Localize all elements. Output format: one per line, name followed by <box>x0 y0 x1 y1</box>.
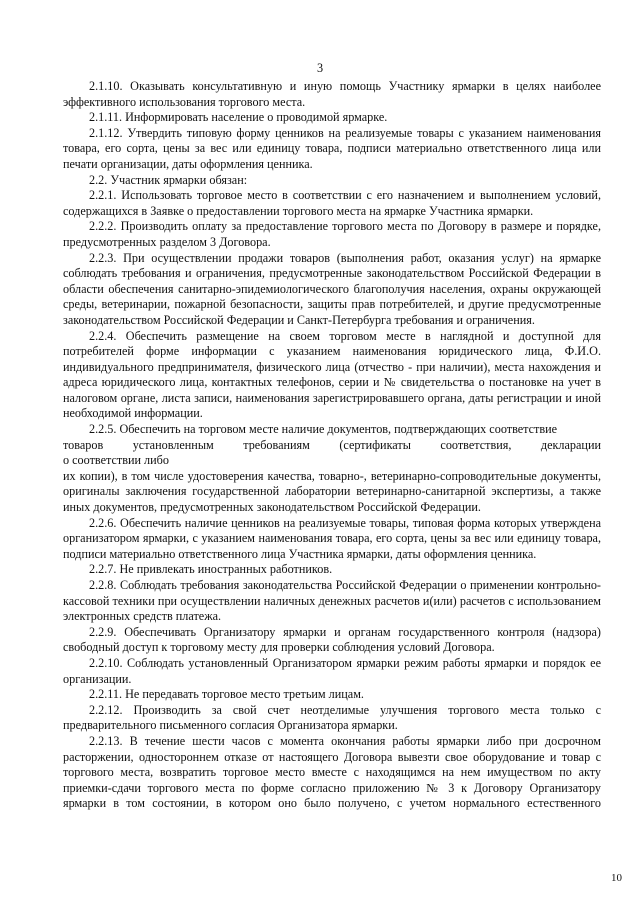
paragraph-2-2-3: 2.2.3. При осуществлении продажи товаров (выполнения работ, оказания услуг) на ярмарке соблюдать требования и ограничения, предусмотренные законодательством Российской Федерации в области обеспечения санитарно-эпидемиологического благополучия населения, охраны окружающей среды, ветеринарии, пожарной безопасности, защиты прав потребителей, и другие предусмотренные законодательством Российской Федерации и Санкт-Петербурга требования и ограничения. <box>63 250 601 327</box>
paragraph-2-2-5-rest: их копии), в том числе удостоверения качества, товарно-, ветеринарно-сопроводительные документы, оригиналы заключения государственной лаборатории ветеринарно-санитарной экспертизы, а также иных документов, предусмотренных законодательством Российской Федерации. <box>63 468 601 515</box>
paragraph-2-2: 2.2. Участник ярмарки обязан: <box>89 172 248 187</box>
paragraph-2-1-10: 2.1.10. Оказывать консультативную и иную помощь Участнику ярмарки в целях наиболее эффективного использования торгового места. <box>63 79 601 109</box>
paragraph-2-1-11: 2.1.11. Информировать население о проводимой ярмарке. <box>89 110 388 125</box>
paragraph-2-2-11: 2.2.11. Не передавать торговое место третьим лицам. <box>89 687 364 702</box>
paragraph-2-2-8: 2.2.8. Соблюдать требования законодательства Российской Федерации о применении контрольно-кассовой техники при осуществлении наличных денежных расчетов и(или) расчетов с использованием электронных средств платежа. <box>63 578 601 624</box>
paragraph-2-2-2: 2.2.2. Производить оплату за предоставление торгового места по Договору в размере и порядке, предусмотренных разделом 3 Договора. <box>63 219 601 249</box>
paragraph-2-1-12: 2.1.12. Утвердить типовую форму ценников на реализуемые товары с указанием наименования товара, его сорта, цены за вес или единицу товара, подписи материально ответственного лица или печати организации, даты оформления ценника. <box>63 125 601 171</box>
paragraph-2-2-10: 2.2.10. Соблюдать установленный Организатором ярмарки режим работы ярмарки и порядок ее организации. <box>63 655 601 686</box>
paragraph-2-2-9: 2.2.9. Обеспечивать Организатору ярмарки и органам государственного контроля (надзора) свободный доступ к торговому месту для проверки соблюдения условий Договора. <box>63 624 601 655</box>
paragraph-2-2-7: 2.2.7. Не привлекать иностранных работников. <box>89 562 333 577</box>
paragraph-2-2-5-line-3: о соответствии либо <box>63 453 169 468</box>
page-number-bottom: 10 <box>611 872 622 884</box>
document-body <box>63 79 601 812</box>
paragraph-2-2-5-first-line: 2.2.5. Обеспечить на торговом месте наличие документов, подтверждающих соответствие <box>89 422 558 437</box>
paragraph-2-2-4: 2.2.4. Обеспечить размещение на своем торговом месте в наглядной и доступной для потребителей форме информации с указанием наименования юридического лица, Ф.И.О. индивидуального предпринимателя, физического лица (отчество - при наличии), места нахождения и адреса юридического лица, контактных телефонов, серии и № свидетельства о постановке на учет в налоговом органе, листа записи, наименования зарегистрировавшего органа, даты регистрации и иной необходимой информации. <box>63 328 601 421</box>
paragraph-2-2-12: 2.2.12. Производить за свой счет неотделимые улучшения торгового места только с предварительного письменного согласия Организатора ярмарки. <box>63 702 601 733</box>
paragraph-2-2-13: 2.2.13. В течение шести часов с момента окончания работы ярмарки либо при досрочном расторжении, одностороннем отказе от настоящего Договора вывезти свое оборудование и товар с торгового места, возвратить торговое место вместе с находящимся на нем имуществом по акту приемки-сдачи торгового места по форме согласно приложению № 3 к Договору Организатору ярмарки в том состоянии, в котором оно было получено, с учетом нормального естественного <box>63 733 601 811</box>
paragraph-2-2-1: 2.2.1. Использовать торговое место в соответствии с его назначением и выполнением условий, содержащихся в Заявке о предоставлении торгового места на ярмарке Участника ярмарки. <box>63 188 601 218</box>
page-number-top: 3 <box>316 61 324 75</box>
paragraph-2-2-5-line-2: товаров установленным требованиям (сертификаты соответствия, декларации <box>63 437 601 452</box>
paragraph-2-2-6: 2.2.6. Обеспечить наличие ценников на реализуемые товары, типовая форма которых утверждена организатором ярмарки, с указанием наименования товара, его сорта, цены за вес или единицу товара, подписи материально ответственного лица Участника ярмарки, даты оформления ценника. <box>63 515 601 561</box>
